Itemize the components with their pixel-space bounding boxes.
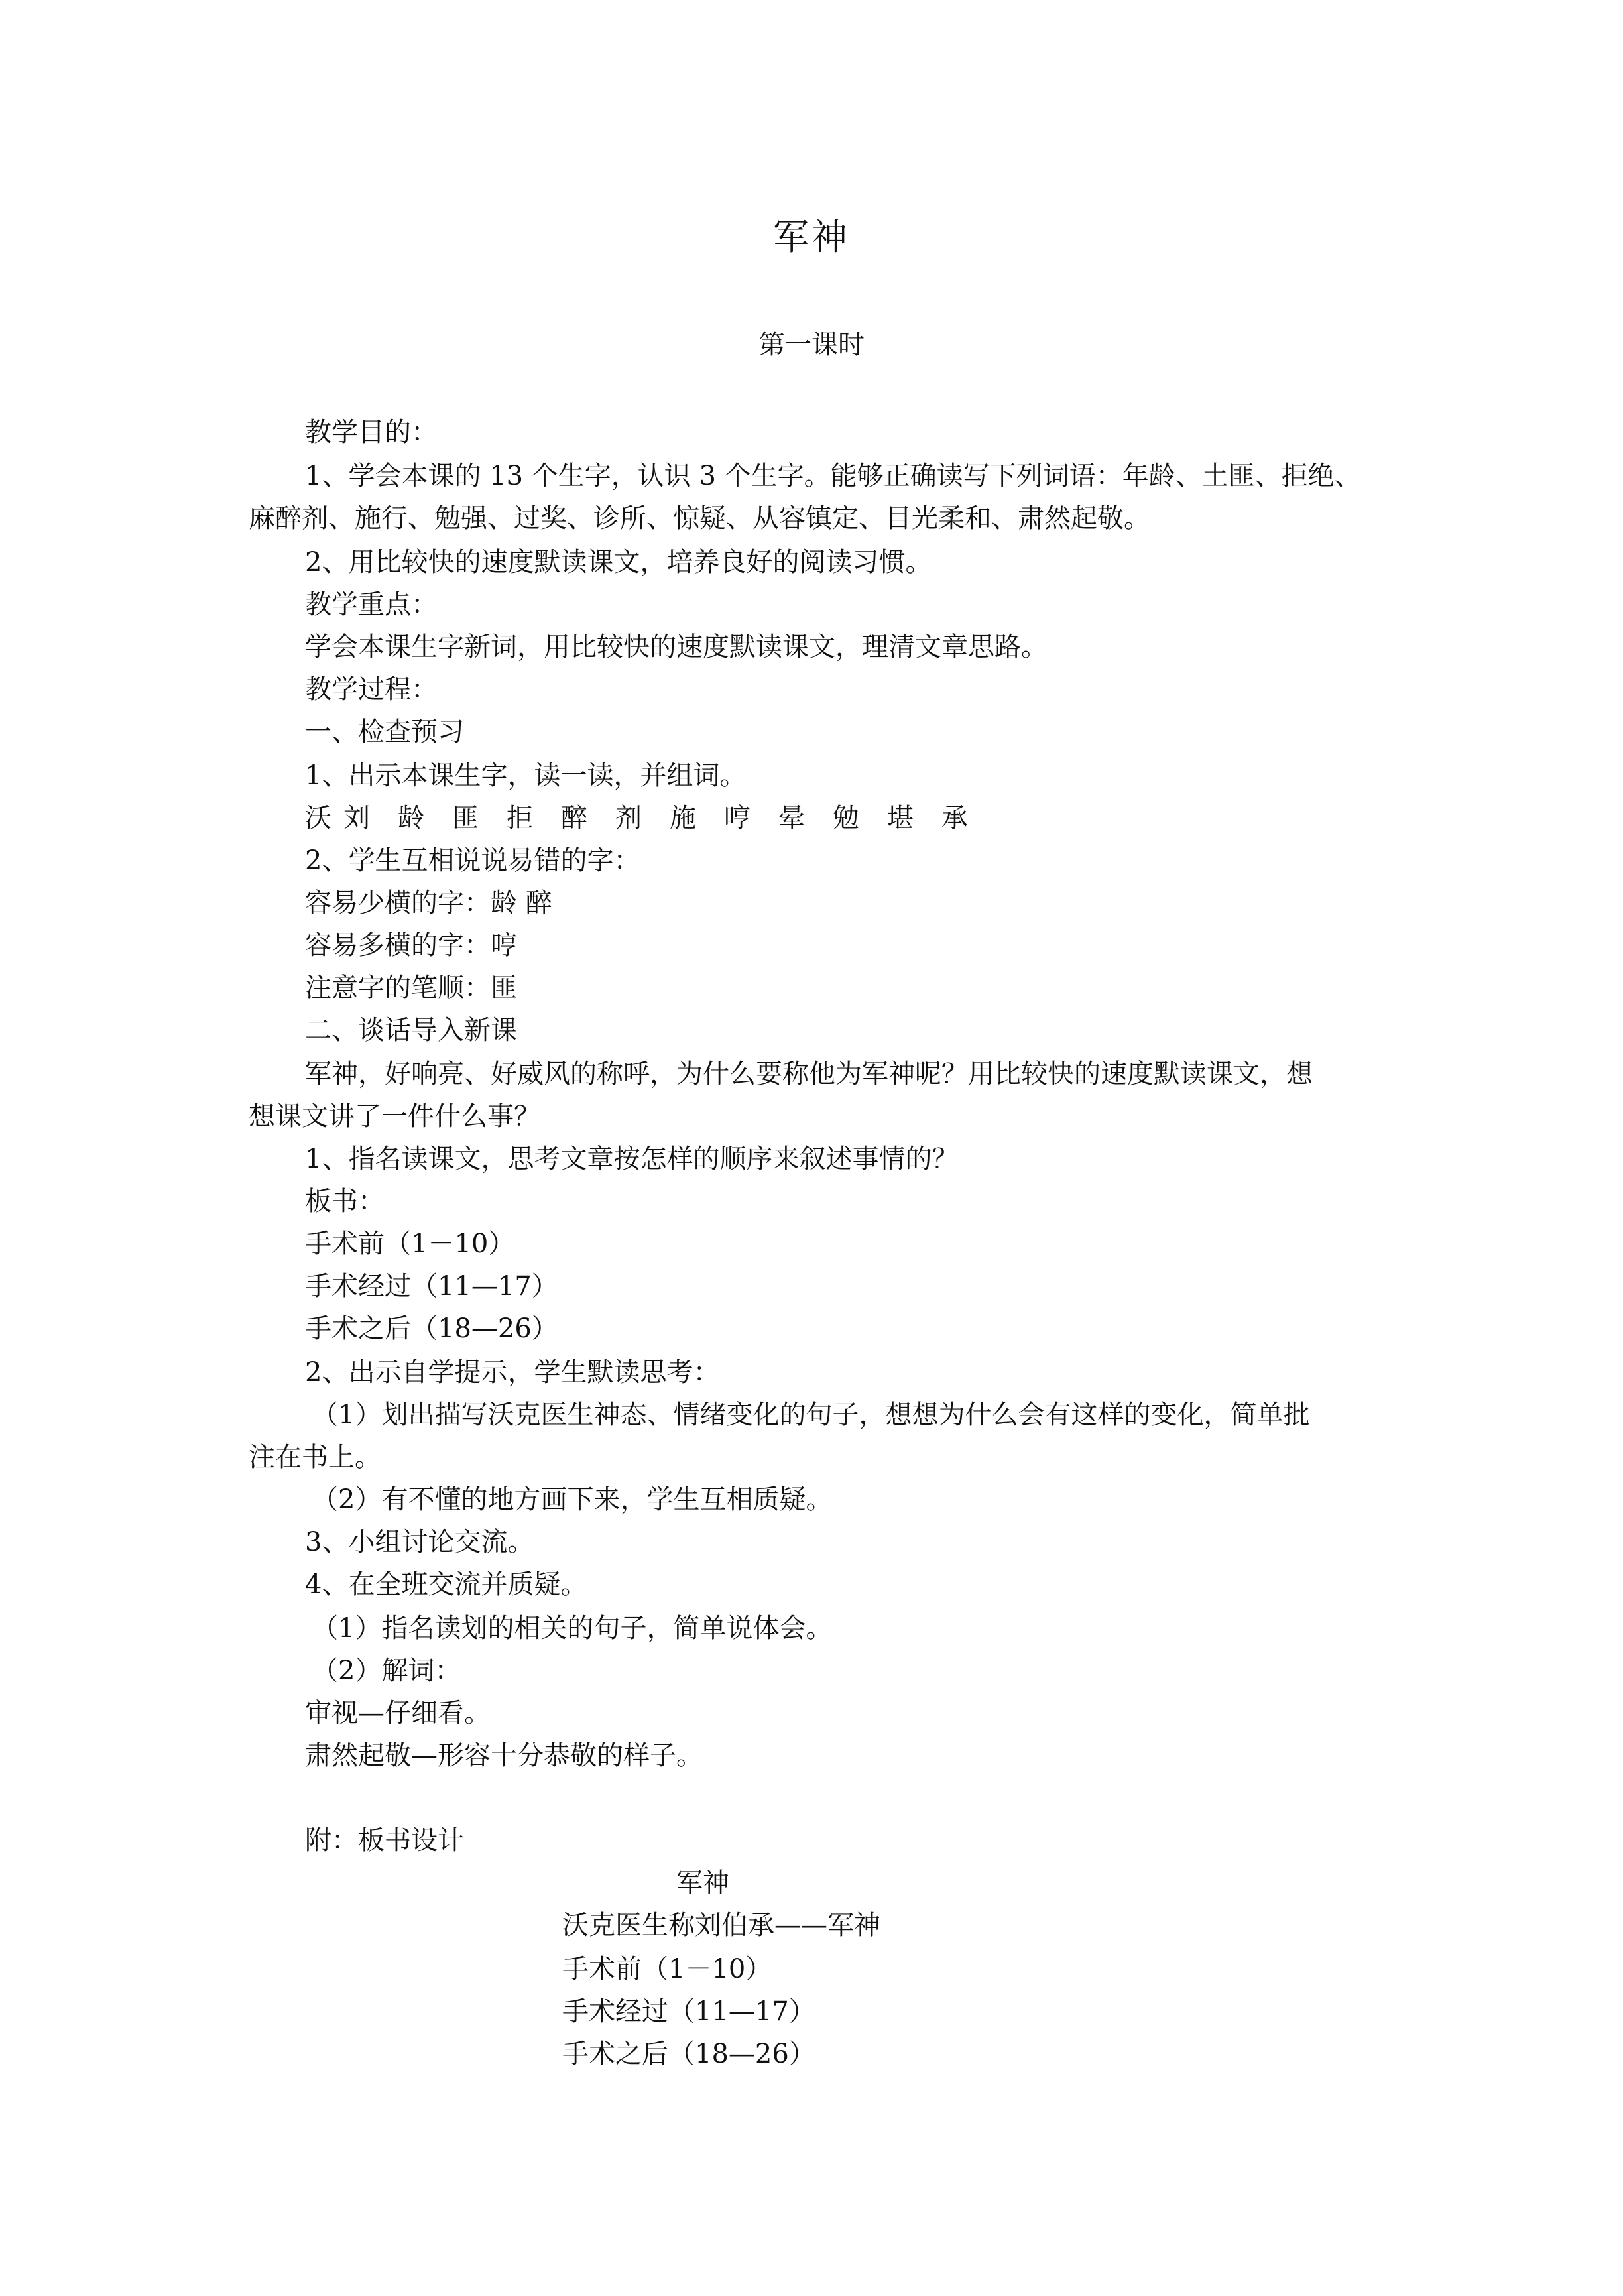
paragraph-line: 2、出示自学提示，学生默读思考：	[305, 1357, 720, 1388]
section-heading-objectives: 教学目的：	[305, 417, 438, 448]
board-line: 手术经过（11—17）	[562, 1996, 815, 2027]
board-line: 手术前（1－10）	[562, 1954, 772, 1984]
section-heading-key-points: 教学重点：	[305, 589, 438, 620]
paragraph-line: 麻醉剂、施行、勉强、过奖、诊所、惊疑、从容镇定、目光柔和、肃然起敬。	[249, 503, 1150, 534]
character: 勉	[833, 803, 859, 833]
paragraph-line: 注在书上。	[249, 1442, 381, 1473]
paragraph-line: 手术之后（18—26）	[305, 1313, 558, 1344]
paragraph-line: 4、在全班交流并质疑。	[305, 1569, 587, 1600]
lesson-subtitle: 第一课时	[758, 330, 865, 360]
character: 醉	[561, 803, 587, 833]
paragraph-line: 1、指名读课文，思考文章按怎样的顺序来叙述事情的？	[305, 1144, 959, 1174]
character: 施	[670, 803, 696, 833]
paragraph-line: 1、出示本课生字，读一读，并组词。	[305, 760, 747, 791]
paragraph-line: 军神，好响亮、好威风的称呼，为什么要称他为军神呢？用比较快的速度默读课文，想	[305, 1059, 1313, 1089]
character: 龄	[398, 803, 424, 833]
character: 堪	[887, 803, 914, 833]
paragraph-line: 手术前（1－10）	[305, 1229, 515, 1259]
paragraph-line: 板书：	[305, 1186, 385, 1217]
paragraph-line: 审视—仔细看。	[305, 1698, 491, 1728]
section-heading-process: 教学过程：	[305, 674, 438, 705]
paragraph-line: 学会本课生字新词，用比较快的速度默读课文，理清文章思路。	[305, 632, 1048, 662]
paragraph-line: 3、小组讨论交流。	[305, 1527, 534, 1557]
document-title: 军神	[773, 216, 850, 258]
paragraph-line: 1、学会本课的 13 个生字，认识 3 个生字。能够正确读写下列词语：年龄、土匪、拒绝、	[305, 461, 1361, 491]
board-line: 手术之后（18—26）	[562, 2039, 815, 2069]
character: 承	[941, 803, 968, 833]
paragraph-line: （1）划出描写沃克医生神态、情绪变化的句子，想想为什么会有这样的变化，简单批	[312, 1400, 1310, 1430]
paragraph-line: 二、谈话导入新课	[305, 1015, 517, 1046]
character: 沃	[305, 803, 331, 833]
character: 匪	[452, 803, 479, 833]
character: 晕	[778, 803, 805, 833]
paragraph-line: 手术经过（11—17）	[305, 1271, 558, 1301]
board-title: 军神	[676, 1868, 729, 1898]
paragraph-line: 2、用比较快的速度默读课文，培养良好的阅读习惯。	[305, 547, 932, 577]
paragraph-line: 想课文讲了一件什么事？	[249, 1101, 540, 1132]
character: 拒	[507, 803, 533, 833]
paragraph-line: （2）解词：	[312, 1656, 461, 1686]
paragraph-line: 2、学生互相说说易错的字：	[305, 845, 640, 876]
paragraph-line: （2）有不懂的地方画下来，学生互相质疑。	[312, 1484, 833, 1515]
character: 刘	[343, 803, 370, 833]
paragraph-line: 一、检查预习	[305, 717, 464, 747]
board-line: 沃克医生称刘伯承——军神	[562, 1910, 880, 1941]
paragraph-line: 肃然起敬—形容十分恭敬的样子。	[305, 1740, 703, 1771]
paragraph-line: 容易少横的字：龄 醉	[305, 888, 552, 918]
appendix-heading: 附：板书设计	[305, 1825, 464, 1856]
character: 剂	[615, 803, 642, 833]
paragraph-line: 容易多横的字：哼	[305, 930, 517, 961]
character: 哼	[724, 803, 751, 833]
paragraph-line: （1）指名读划的相关的句子，简单说体会。	[312, 1613, 833, 1644]
paragraph-line: 注意字的笔顺：匪	[305, 973, 517, 1003]
new-characters-list	[305, 798, 996, 838]
